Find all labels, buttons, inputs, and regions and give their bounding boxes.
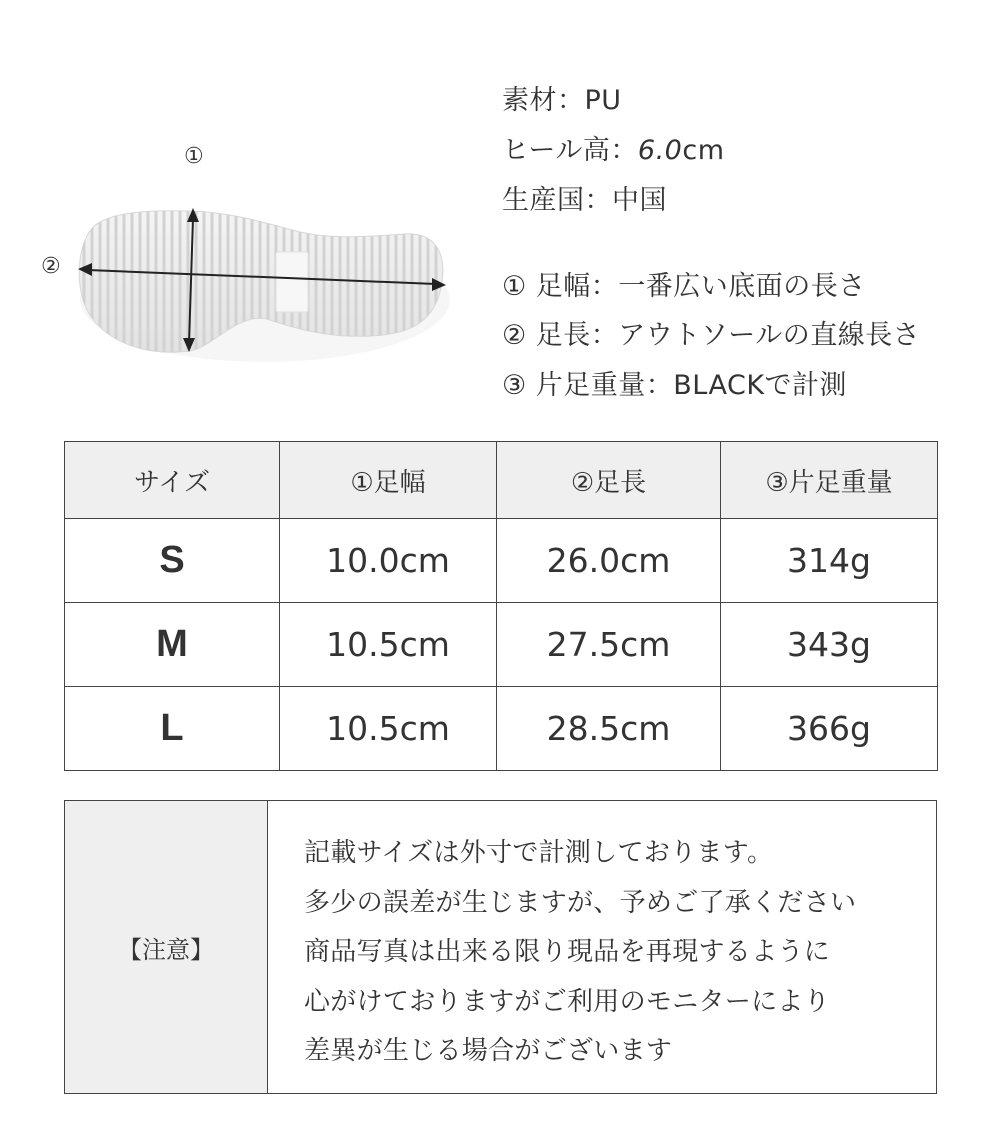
size-table-header-row — [65, 442, 938, 519]
marker-length-number: ② — [41, 254, 61, 279]
notice-line: 差異が生じる場合がございます — [304, 1036, 673, 1066]
notice-box — [64, 800, 937, 1094]
marker-width-number: ① — [184, 144, 204, 169]
notice-line: 多少の誤差が生じますが、予めご了承ください — [304, 887, 857, 918]
weight-cell: 366g — [721, 687, 938, 771]
spec-heel-height — [502, 128, 725, 167]
notice-label: 【注意】 — [65, 801, 268, 1093]
header-foot-length: ②足長 — [497, 442, 721, 519]
size-cell: L — [65, 687, 280, 771]
size-cell: M — [65, 603, 280, 687]
spec-origin — [502, 178, 667, 217]
spec-origin-label: 生産国： — [502, 185, 612, 216]
spec-material-value: PU — [584, 85, 622, 116]
spec-heel-value: 6.0 — [637, 135, 683, 166]
weight-cell: 314g — [721, 519, 938, 603]
legend-weight: ③ 片足重量：BLACKで計測 — [502, 370, 848, 401]
length-cell: 28.5cm — [497, 687, 721, 771]
spec-heel-unit: cm — [682, 135, 725, 166]
legend-foot-length: ② 足長：アウトソールの直線長さ — [502, 320, 921, 351]
shoe-sole-image — [0, 0, 480, 400]
width-cell: 10.0cm — [280, 519, 497, 603]
notice-line: 記載サイズは外寸で計測しております。 — [304, 838, 774, 868]
width-cell: 10.5cm — [280, 687, 497, 771]
sole-figure — [0, 0, 480, 400]
size-cell: S — [65, 519, 280, 603]
notice-text — [268, 801, 936, 1093]
length-cell: 26.0cm — [497, 519, 721, 603]
size-table — [64, 441, 938, 771]
notice-line: 商品写真は出来る限り現品を再現するように — [304, 937, 831, 967]
length-cell: 27.5cm — [497, 603, 721, 687]
header-foot-width: ①足幅 — [280, 442, 497, 519]
spec-origin-value: 中国 — [612, 185, 667, 216]
header-size: サイズ — [65, 442, 280, 519]
legend-foot-width: ① 足幅：一番広い底面の長さ — [502, 271, 866, 302]
spec-material — [502, 78, 622, 117]
table-row — [65, 687, 938, 771]
table-row — [65, 603, 938, 687]
spec-material-label: 素材： — [502, 85, 585, 116]
header-weight: ③片足重量 — [721, 442, 938, 519]
table-row — [65, 519, 938, 603]
weight-cell: 343g — [721, 603, 938, 687]
width-cell: 10.5cm — [280, 603, 497, 687]
spec-heel-label: ヒール高： — [502, 135, 638, 166]
notice-line: 心がけておりますがご利用のモニターにより — [304, 986, 831, 1017]
